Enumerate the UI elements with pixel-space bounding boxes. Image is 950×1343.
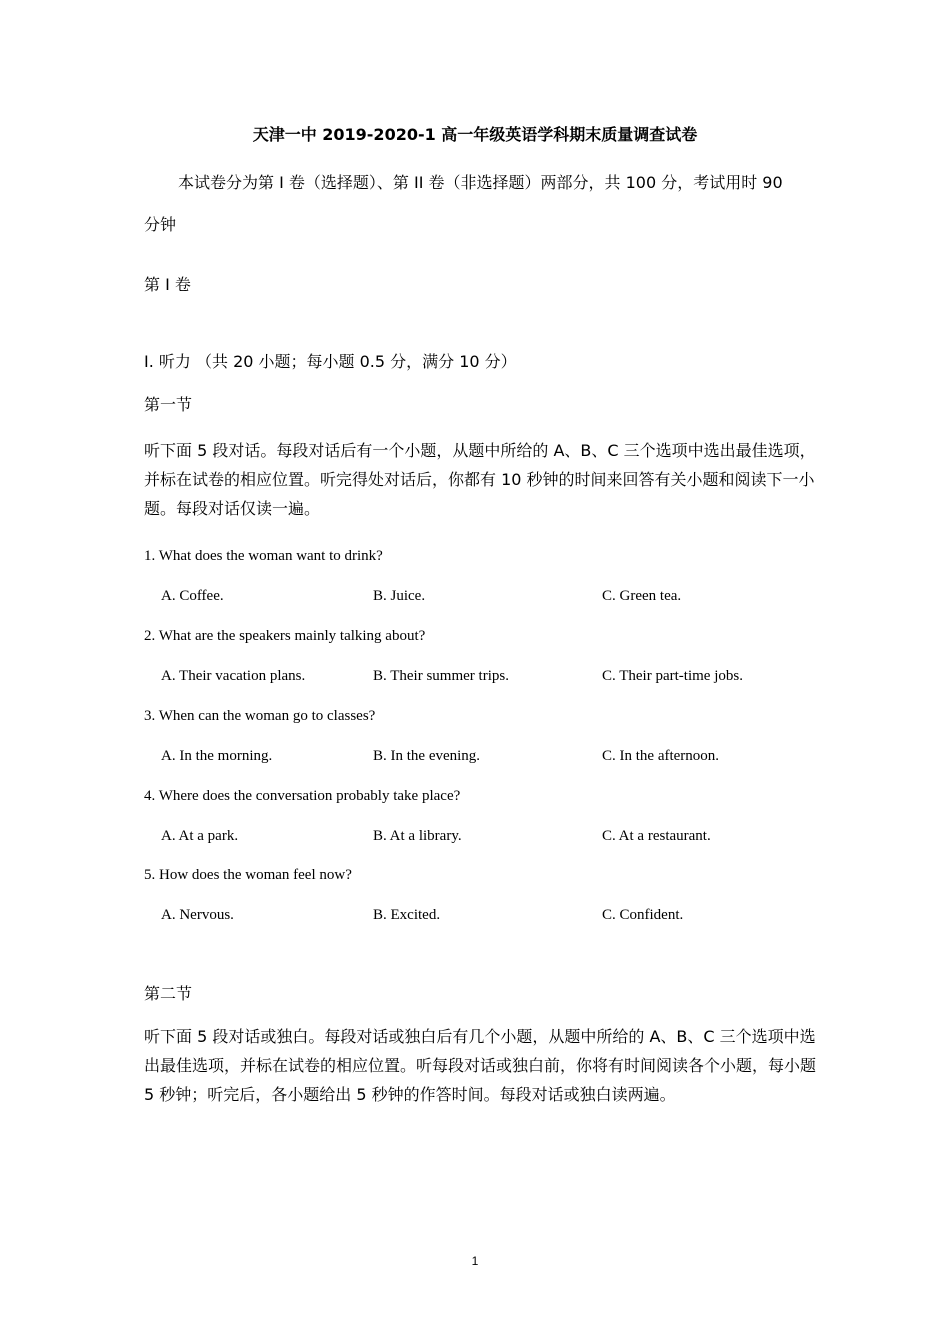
- section-label: 第一节: [144, 395, 193, 414]
- volume-label: 第 I 卷: [144, 275, 191, 294]
- option-c: C. In the afternoon.: [602, 748, 720, 764]
- question-stem: 4. Where does the conversation probably take place?: [144, 788, 461, 804]
- question-stem: 2. What are the speakers mainly talking about?: [144, 628, 426, 644]
- part-heading: I. 听力 （共 20 小题；每小题 0.5 分，满分 10 分）: [144, 352, 517, 371]
- option-c: C. Their part-time jobs.: [602, 668, 743, 684]
- option-a: A. At a park.: [161, 828, 239, 844]
- option-b: B. Excited.: [373, 907, 441, 923]
- option-b: B. In the evening.: [373, 748, 481, 764]
- option-b: B. At a library.: [373, 828, 462, 844]
- option-b: B. Juice.: [373, 588, 426, 604]
- option-c: C. At a restaurant.: [602, 828, 711, 844]
- exam-title: 天津一中 2019-2020-1 高一年级英语学科期末质量调查试卷: [252, 125, 698, 144]
- exam-intro-line2: 分钟: [144, 215, 177, 234]
- option-c: C. Green tea.: [602, 588, 682, 604]
- section-label: 第二节: [144, 984, 193, 1003]
- option-c: C. Confident.: [602, 907, 684, 923]
- question-stem: 5. How does the woman feel now?: [144, 867, 352, 883]
- option-b: B. Their summer trips.: [373, 668, 509, 684]
- exam-intro-line1: 本试卷分为第 I 卷（选择题）、第 II 卷（非选择题）两部分，共 100 分，考试用时 90: [178, 173, 783, 192]
- section-instructions: 听下面 5 段对话或独白。每段对话或独白后有几个小题，从题中所给的 A、B、C 三个选项中选出最佳选项，并标在试卷的相应位置。听每段对话或独白前，你将有时间阅读各个小题，每小题 5 秒钟；听完后，各小题给出 5 秒钟的作答时间。每段对话或独白读两遍。: [144, 1027, 817, 1104]
- page-number: 1: [471, 1254, 479, 1268]
- section-instructions: 听下面 5 段对话。每段对话后有一个小题，从题中所给的 A、B、C 三个选项中选出最佳选项，并标在试卷的相应位置。听完得处对话后，你都有 10 秒钟的时间来回答有关小题和阅读下一小题。每段对话仅读一遍。: [144, 441, 816, 518]
- question-stem: 3. When can the woman go to classes?: [144, 708, 376, 724]
- question-stem: 1. What does the woman want to drink?: [144, 548, 383, 564]
- option-a: A. Nervous.: [161, 907, 234, 923]
- option-a: A. In the morning.: [161, 748, 273, 764]
- option-a: A. Their vacation plans.: [161, 668, 306, 684]
- option-a: A. Coffee.: [161, 588, 224, 604]
